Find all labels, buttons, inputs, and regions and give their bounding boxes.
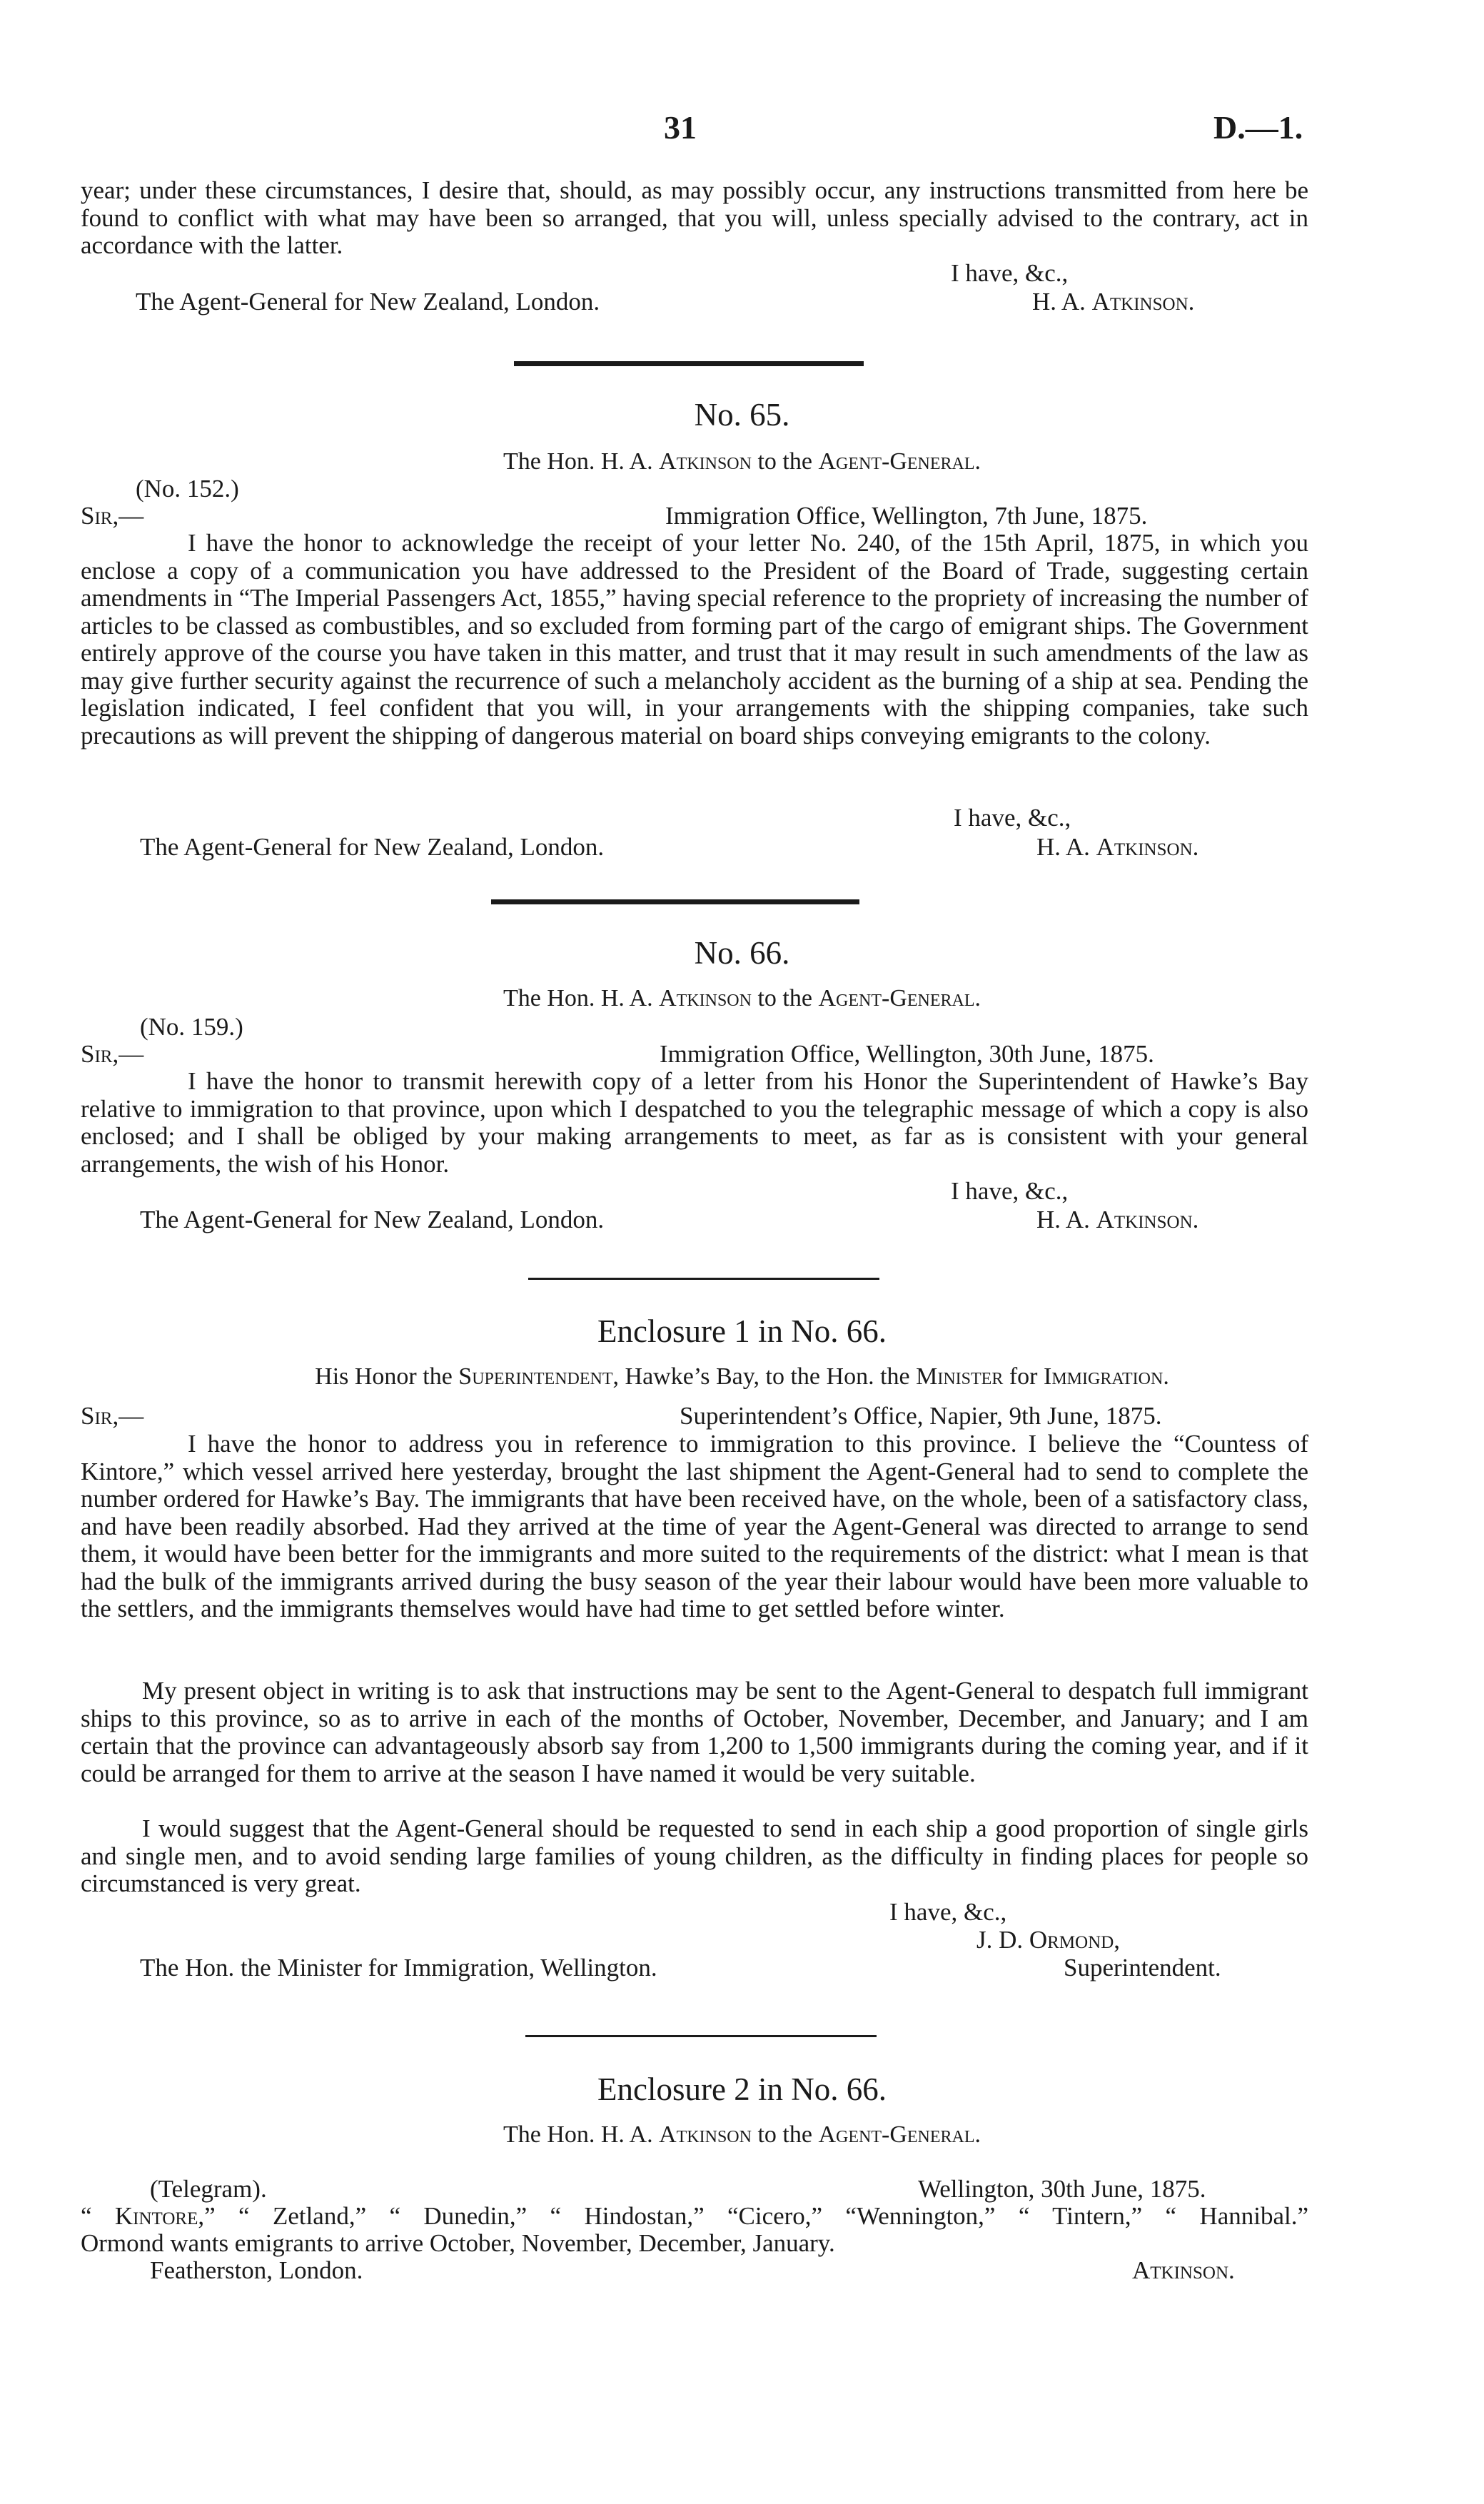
intro-signature bbox=[1032, 288, 1194, 315]
from-prefix: The Hon. H. A. bbox=[503, 2121, 653, 2148]
section-title-no-66: No. 66. bbox=[694, 935, 790, 971]
page-number: 31 bbox=[664, 109, 697, 146]
section-divider bbox=[491, 899, 859, 904]
document-reference: D.—1. bbox=[1213, 109, 1303, 146]
place-date: Wellington, 30th June, 1875. bbox=[918, 2175, 1206, 2203]
addressee: The Agent-General for New Zealand, London. bbox=[140, 833, 605, 861]
addressee: The Agent-General for New Zealand, London. bbox=[140, 1206, 605, 1233]
signature-name: Atkinson. bbox=[1132, 2256, 1235, 2284]
letter-reference: (No. 152.) bbox=[136, 475, 239, 503]
section-from-to bbox=[0, 985, 1484, 1012]
section-title-no-65: No. 65. bbox=[694, 397, 790, 433]
from-prefix: The Hon. H. A. bbox=[503, 448, 653, 475]
section-title-enclosure-2: Enclosure 2 in No. 66. bbox=[597, 2071, 887, 2107]
signature bbox=[1036, 834, 1198, 861]
signature-title: Superintendent. bbox=[1064, 1954, 1221, 1982]
closing: I have, &c., bbox=[951, 1177, 1069, 1205]
to-word: to the bbox=[757, 985, 812, 1011]
from-name: Superintendent, bbox=[458, 1363, 620, 1390]
section-from-to bbox=[0, 448, 1484, 475]
for-word: for bbox=[1009, 1363, 1038, 1390]
to-name: Agent-General. bbox=[818, 985, 981, 1011]
ship-names: “ Zetland,” “ Dunedin,” “ Hindostan,” “Cicero,” “Wennington,” “ Tintern,” “ Hannibal.” bbox=[238, 2202, 1308, 2230]
telegram-ship-list: “ Kintore,” “ Zetland,” “ Dunedin,” “ Hindostan,” “Cicero,” “Wennington,” “ Tintern,” “ Hannibal.” bbox=[81, 2202, 1308, 2230]
section-from-to bbox=[0, 1363, 1484, 1390]
section-divider bbox=[514, 361, 864, 366]
section-from-to bbox=[0, 2121, 1484, 2149]
intro-addressee: The Agent-General for New Zealand, London. bbox=[136, 288, 600, 315]
letter-paragraph-3: I would suggest that the Agent-General should be requested to send in each ship a good proportion of single girls and single men, and to avoid sending large families of young children, as the difficulty in finding places for people so circumstanced is very great. bbox=[81, 1814, 1308, 1897]
to-word: to the bbox=[757, 448, 812, 475]
from-prefix: The Hon. H. A. bbox=[503, 985, 653, 1011]
ship-name-first: Kintore, bbox=[114, 2202, 205, 2230]
salutation: Sir,— bbox=[81, 1402, 144, 1430]
signature-initials: H. A. bbox=[1036, 833, 1090, 861]
intro-paragraph: year; under these circumstances, I desire that, should, as may possibly occur, any instructions transmitted from here be found to conflict with what may have been so arranged, that you will, unless specially advised to the contrary, act in accordance with the latter. bbox=[81, 176, 1308, 259]
to-name: Agent-General. bbox=[818, 2121, 981, 2148]
signature bbox=[1036, 1206, 1198, 1233]
from-prefix: His Honor the bbox=[315, 1363, 453, 1390]
telegram-message: Ormond wants emigrants to arrive October, November, December, January. bbox=[81, 2229, 835, 2257]
place-date: Immigration Office, Wellington, 30th June, 1875. bbox=[660, 1040, 1154, 1068]
from-name: Atkinson bbox=[659, 985, 752, 1011]
signature-initials: J. D. bbox=[976, 1926, 1024, 1954]
letter-paragraph-1: I have the honor to address you in reference to immigration to this province. I believe the “Countess of Kintore,” which vessel arrived here yesterday, brought the last shipment the Agent-General had to send to complete the number ordered for Hawke’s Bay. The immigrants that have been received have, on the whole, been of a satisfactory class, and have been readily absorbed. Had they arrived at the time of year the Agent-General was directed to arrange to send them, it would have been better for the immigrants and more suited to the requirements of the district: what I mean is that had the bulk of the immigrants arrived during the busy season of the year their labour would have been more valuable to the settlers, and the immigrants themselves would have had time to get settled before winter. bbox=[81, 1430, 1308, 1622]
from-name: Atkinson bbox=[659, 448, 752, 475]
to-word: to the bbox=[757, 2121, 812, 2148]
signature-initials: H. A. bbox=[1032, 288, 1086, 315]
place-date: Immigration Office, Wellington, 7th June, 1875. bbox=[665, 502, 1148, 530]
letter-reference: (No. 159.) bbox=[140, 1013, 243, 1041]
addressee: Featherston, London. bbox=[150, 2256, 363, 2284]
from-name: Atkinson bbox=[659, 2121, 752, 2148]
signature-name: Atkinson. bbox=[1096, 1206, 1199, 1233]
signature-name: Ormond, bbox=[1029, 1926, 1120, 1954]
salutation: Sir,— bbox=[81, 1040, 144, 1068]
signature-name: Atkinson. bbox=[1091, 288, 1195, 315]
letter-paragraph-2: My present object in writing is to ask that instructions may be sent to the Agent-General to despatch full immigrant ships to this province, so as to arrive in each of the months of October, November, December, and January; and I am certain that the province can advantageously absorb say from 1,200 to 1,500 immigrants during the coming year, and if it could be arranged for them to arrive at the season I have named it would be very suitable. bbox=[81, 1677, 1308, 1787]
closing: I have, &c., bbox=[954, 804, 1071, 832]
signature-name: Atkinson. bbox=[1096, 833, 1199, 861]
to-name: Minister bbox=[916, 1363, 1004, 1390]
section-title-enclosure-1: Enclosure 1 in No. 66. bbox=[597, 1313, 887, 1349]
letter-body: I have the honor to transmit herewith copy of a letter from his Honor the Superintendent of Hawke’s Bay relative to immigration to that province, upon which I despatched to you the telegraphic message of which a copy is also enclosed; and I shall be obliged by your making arrangements to meet, as far as is consistent with your general arrangements, the wish of his Honor. bbox=[81, 1067, 1308, 1178]
to-office: Immigration. bbox=[1044, 1363, 1169, 1390]
section-divider bbox=[525, 2035, 877, 2037]
signature-initials: H. A. bbox=[1036, 1206, 1090, 1233]
to-name: Agent-General. bbox=[818, 448, 981, 475]
section-divider bbox=[528, 1278, 879, 1280]
intro-closing: I have, &c., bbox=[951, 259, 1069, 287]
signature bbox=[976, 1927, 1120, 1954]
addressee: The Hon. the Minister for Immigration, Wellington. bbox=[140, 1954, 657, 1982]
telegram-label: (Telegram). bbox=[150, 2175, 267, 2203]
letter-body: I have the honor to acknowledge the receipt of your letter No. 240, of the 15th April, 1875, in which you enclose a copy of a communication you have addressed to the President of the Board of Trade, suggesting certain amendments in “The Imperial Passengers Act, 1855,” having special reference to the propriety of increasing the number of articles to be classed as combustibles, and so excluded from forming part of the cargo of emigrant ships. The Government entirely approve of the course you have taken in this matter, and trust that it may result in such amendments of the law as may give further security against the recurrence of such a melancholy accident as the burning of a ship at sea. Pending the legislation indicated, I feel confident that you will, in your arrangements with the shipping companies, take such precautions as will prevent the shipping of dangerous material on board ships conveying emigrants to the colony. bbox=[81, 529, 1308, 749]
place-date: Superintendent’s Office, Napier, 9th June, 1875. bbox=[680, 1402, 1162, 1430]
salutation: Sir,— bbox=[81, 502, 144, 530]
closing: I have, &c., bbox=[889, 1898, 1007, 1926]
from-place: Hawke’s Bay, to the Hon. the bbox=[625, 1363, 910, 1390]
